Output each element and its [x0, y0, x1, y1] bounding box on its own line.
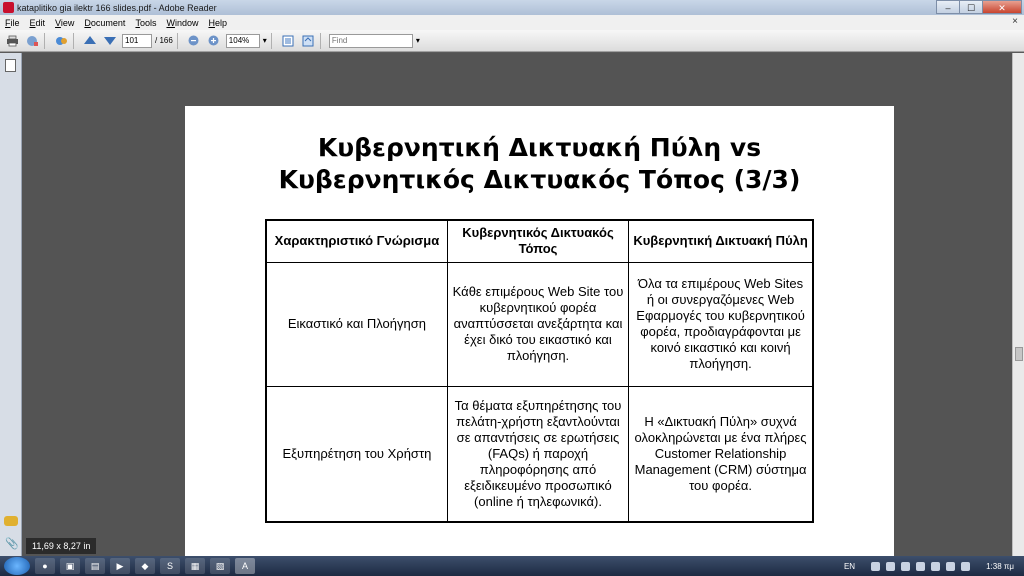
tray-icon[interactable]	[901, 562, 910, 571]
table-header-cell: Κυβερνητικός Δικτυακός Τόπος	[447, 220, 628, 262]
table-row	[266, 262, 813, 386]
language-indicator[interactable]: EN	[843, 561, 856, 571]
tray-icon[interactable]	[886, 562, 895, 571]
fit-width-icon[interactable]	[280, 33, 296, 49]
window-controls	[937, 0, 1022, 14]
adobe-reader-icon	[3, 2, 14, 13]
table-cell: Εικαστικό και Πλοήγηση	[266, 262, 447, 386]
taskbar-app-icon[interactable]: ◆	[135, 558, 155, 574]
table-header-cell: Κυβερνητική Δικτυακή Πύλη	[629, 220, 813, 262]
comparison-table	[265, 219, 814, 523]
table-row	[266, 386, 813, 522]
taskbar-folder-icon[interactable]: ▤	[85, 558, 105, 574]
toolbar-separator	[44, 33, 45, 49]
menu-bar	[0, 15, 1024, 30]
zoom-out-icon[interactable]	[186, 33, 202, 49]
toolbar	[0, 30, 1024, 52]
page-size-indicator: 11,69 x 8,27 in	[26, 538, 96, 554]
title-bar	[0, 0, 1024, 15]
taskbar	[0, 556, 1024, 576]
print-icon[interactable]	[4, 33, 20, 49]
start-button[interactable]	[4, 557, 30, 575]
taskbar-app-icon[interactable]: ▦	[185, 558, 205, 574]
find-input[interactable]: Find	[329, 34, 413, 48]
page-number-input[interactable]: 101	[122, 34, 152, 48]
vertical-scrollbar[interactable]	[1012, 53, 1024, 556]
taskbar-adobe-reader-icon[interactable]: A	[235, 558, 255, 574]
minimize-button[interactable]: ‒	[936, 0, 960, 14]
menu-view[interactable]: View	[55, 17, 75, 28]
menu-help[interactable]: Help	[208, 17, 227, 28]
page-total: / 166	[155, 36, 173, 45]
volume-icon[interactable]	[961, 562, 970, 571]
table-cell: Όλα τα επιμέρους Web Sites ή οι συνεργαζόμενες Web Εφαρμογές του κυβερνητικού φορέα, προδιαγράφονται με κοινό εικαστικό και κοινή πλοήγηση.	[629, 262, 813, 386]
taskbar-app-icon[interactable]: ▧	[210, 558, 230, 574]
navigation-panel	[0, 53, 22, 556]
pdf-page	[185, 106, 894, 576]
taskbar-browser-icon[interactable]: ●	[35, 558, 55, 574]
next-page-icon[interactable]	[102, 33, 118, 49]
toolbar-separator	[271, 33, 272, 49]
window-title: kataplitiko gia ilektr 166 slides.pdf - Adobe Reader	[17, 2, 217, 13]
tray-icon[interactable]	[931, 562, 940, 571]
slide-title-line-1: Κυβερνητική Δικτυακή Πύλη vs	[317, 133, 762, 162]
table-header-row	[266, 220, 813, 262]
share-icon[interactable]	[24, 33, 40, 49]
menu-document[interactable]: Document	[84, 17, 126, 28]
maximize-button[interactable]: ☐	[959, 0, 983, 14]
comment-icon[interactable]	[4, 516, 18, 526]
system-tray	[844, 556, 1024, 576]
toolbar-separator	[177, 33, 178, 49]
document-area	[22, 53, 1012, 556]
menu-tools[interactable]: Tools	[135, 17, 157, 28]
collaborate-icon[interactable]	[53, 33, 69, 49]
pages-icon[interactable]	[5, 59, 16, 72]
network-icon[interactable]	[946, 562, 955, 571]
table-cell: Η «Δικτυακή Πύλη» συχνά ολοκληρώνεται με ένα πλήρες Customer Relationship Management (CRM) σύστημα του φορέα.	[629, 386, 813, 522]
menu-edit[interactable]: Edit	[29, 17, 46, 28]
tray-icon[interactable]	[916, 562, 925, 571]
taskbar-skype-icon[interactable]: S	[160, 558, 180, 574]
toolbar-separator	[320, 33, 321, 49]
attachment-icon[interactable]: 📎	[5, 538, 19, 550]
clock[interactable]: 1:38 πμ	[986, 561, 1014, 571]
slide-title	[185, 132, 894, 196]
slide-title-line-2: Κυβερνητικός Δικτυακός Τόπος (3/3)	[278, 165, 801, 194]
menu-file[interactable]: File	[5, 17, 20, 28]
fit-page-icon[interactable]	[300, 33, 316, 49]
table-header-cell: Χαρακτηριστικό Γνώρισμα	[266, 220, 447, 262]
tray-icon[interactable]	[871, 562, 880, 571]
zoom-in-icon[interactable]	[206, 33, 222, 49]
zoom-dropdown-chevron-down-icon[interactable]: ▾	[262, 36, 267, 45]
scrollbar-thumb[interactable]	[1015, 347, 1023, 361]
table-cell: Τα θέματα εξυπηρέτησης του πελάτη-χρήστη εξαντλούνται σε απαντήσεις σε ερωτήσεις (FAQs) ή παροχή πληροφόρησης από εξειδικευμένο προσωπικό (online ή τηλεφωνικά).	[447, 386, 628, 522]
table-cell: Κάθε επιμέρους Web Site του κυβερνητικού φορέα αναπτύσσεται ανεξάρτητα και έχει δικό του εικαστικό και πλοήγηση.	[447, 262, 628, 386]
toolbar-separator	[73, 33, 74, 49]
table-cell: Εξυπηρέτηση του Χρήστη	[266, 386, 447, 522]
find-options-chevron-down-icon[interactable]: ▾	[415, 36, 420, 45]
menu-window[interactable]: Window	[166, 17, 199, 28]
zoom-level-input[interactable]: 104%	[226, 34, 260, 48]
taskbar-media-icon[interactable]: ▶	[110, 558, 130, 574]
taskbar-explorer-icon[interactable]: ▣	[60, 558, 80, 574]
previous-page-icon[interactable]	[82, 33, 98, 49]
close-button[interactable]: ✕	[982, 0, 1022, 14]
close-document-icon[interactable]: ×	[1012, 16, 1018, 27]
